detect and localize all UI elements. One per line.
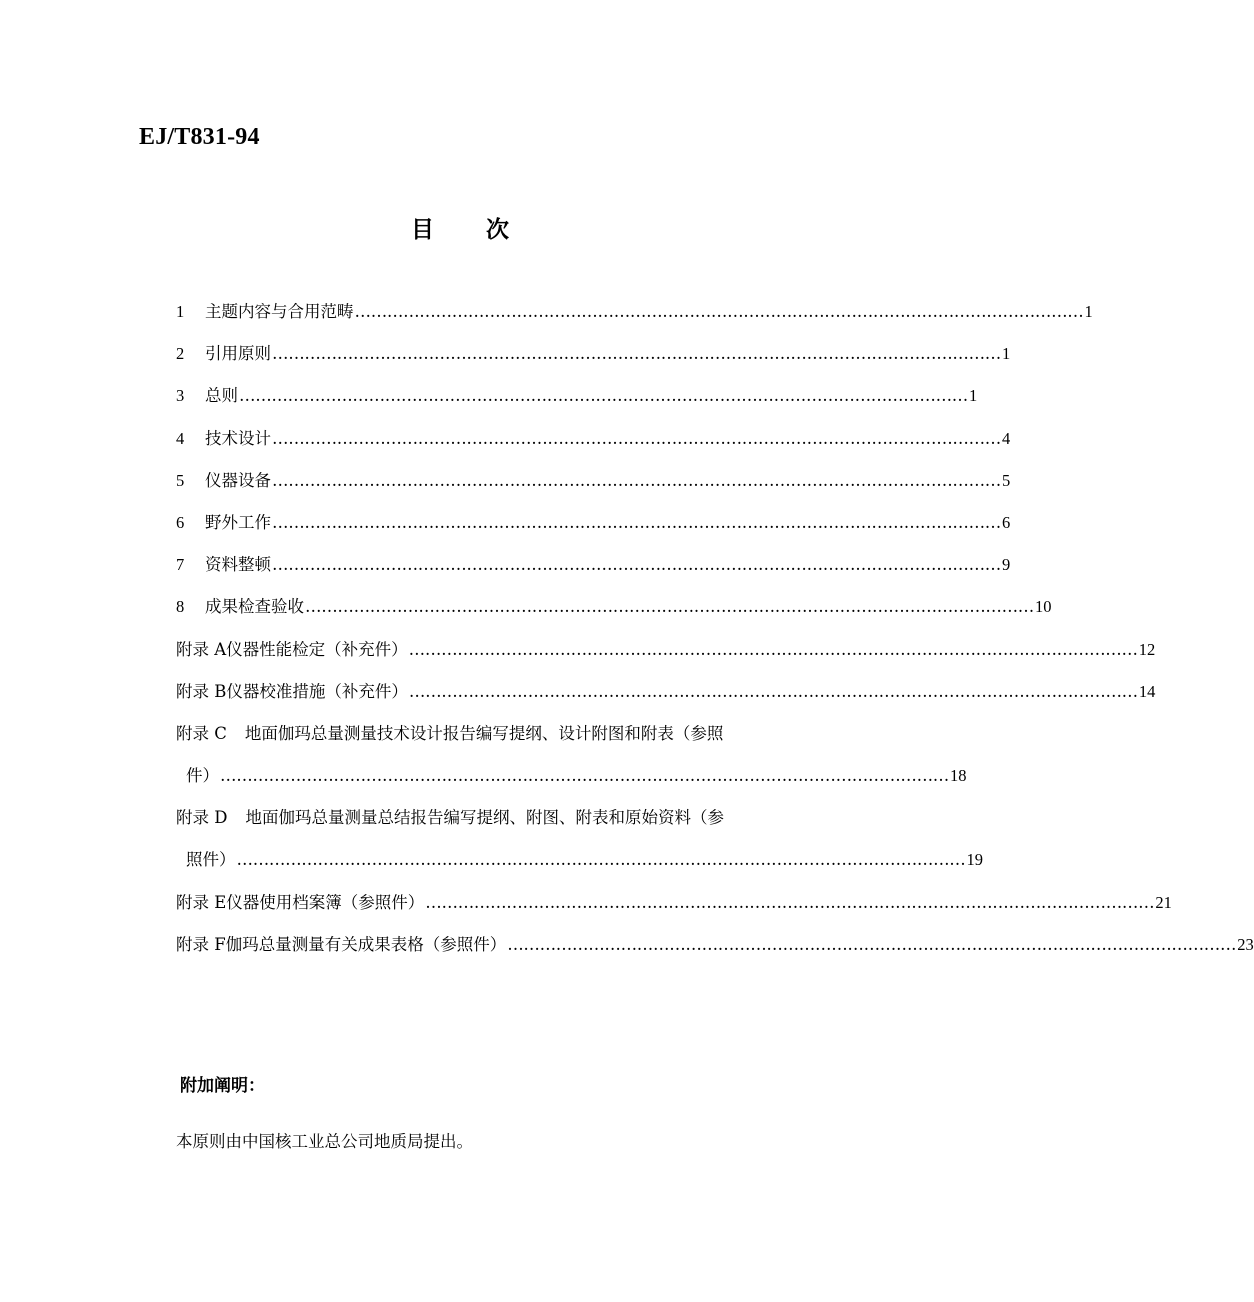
toc-appendix-e[interactable] [176, 889, 1172, 931]
toc-entry-3[interactable] [176, 382, 978, 424]
standard-code: EJ/T831-94 [139, 124, 260, 150]
appendix-label: 仪器性能检定（补充件） [226, 639, 408, 659]
appendix-tag: 附录 A [176, 639, 227, 659]
appendix-tag: 附录 D [176, 808, 228, 828]
appendix-label: 地面伽玛总量测量技术设计报告编写提纲、设计附图和附表（参照 [244, 723, 724, 743]
toc-entry-number: 3 [176, 386, 185, 406]
toc-leader-dots: ……………………………………………………………………………………………………………………… [408, 681, 1138, 701]
toc-entry-page: 18 [950, 766, 967, 786]
toc-entry-4[interactable] [176, 425, 1011, 467]
appendix-label-continued: 件） [186, 766, 219, 786]
toc-entry-label: 野外工作 [205, 512, 271, 532]
toc-entry-number: 1 [176, 302, 185, 321]
toc-leader-dots: ……………………………………………………………………………………………………………………… [272, 512, 1002, 532]
table-of-contents [176, 298, 1254, 973]
toc-entry-page: 1 [1002, 344, 1011, 364]
toc-entry-number: 7 [176, 555, 185, 575]
toc-entry-8[interactable] [176, 593, 1052, 635]
appendix-label-continued: 照件） [186, 850, 236, 870]
toc-entry-page: 23 [1237, 934, 1254, 954]
toc-entry-1[interactable] [176, 298, 1093, 340]
toc-entry-number: 5 [176, 470, 185, 490]
toc-entry-page: 12 [1138, 639, 1156, 659]
appendix-tag: 附录 F [176, 934, 226, 954]
toc-entry-label: 引用原则 [205, 344, 271, 364]
note-heading: 附加阐明： [180, 1076, 265, 1096]
toc-appendix-d[interactable] [176, 804, 984, 888]
toc-entry-5[interactable] [176, 467, 1011, 509]
appendix-tag: 附录 C [176, 723, 227, 743]
toc-leader-dots: ……………………………………………………………………………………………………………………… [507, 934, 1237, 954]
toc-entry-number: 6 [176, 512, 185, 532]
toc-entry-page: 10 [1035, 597, 1052, 617]
toc-leader-dots: ……………………………………………………………………………………………………………………… [272, 344, 1002, 364]
toc-leader-dots: ……………………………………………………………………………………………………………………… [272, 428, 1002, 448]
toc-title: 目次 [411, 217, 561, 243]
toc-entry-number: 2 [176, 344, 185, 364]
toc-leader-dots: ……………………………………………………………………………………………………………………… [272, 555, 1002, 575]
toc-appendix-a[interactable] [176, 636, 1156, 678]
toc-entry-number: 4 [176, 428, 185, 448]
toc-leader-dots: ……………………………………………………………………………………………………………………… [354, 302, 1084, 321]
toc-entry-page: 1 [969, 386, 978, 406]
toc-appendix-f[interactable] [176, 931, 1254, 973]
appendix-tag: 附录 E [176, 892, 227, 912]
note-text: 本原则由中国核工业总公司地质局提出。 [176, 1132, 473, 1151]
toc-entry-number: 8 [176, 597, 185, 617]
appendix-label: 伽玛总量测量有关成果表格（参照件） [225, 934, 507, 954]
toc-leader-dots: ……………………………………………………………………………………………………………………… [408, 639, 1138, 659]
appendix-label: 仪器校准措施（补充件） [226, 681, 408, 701]
toc-entry-page: 1 [1084, 302, 1093, 321]
toc-leader-dots: ……………………………………………………………………………………………………………………… [272, 470, 1002, 490]
toc-entry-label: 仪器设备 [205, 470, 271, 490]
toc-leader-dots: ……………………………………………………………………………………………………………………… [239, 386, 969, 406]
toc-entry-label: 主题内容与合用范畴 [205, 302, 354, 321]
appendix-tag: 附录 B [176, 681, 227, 701]
appendix-label: 仪器使用档案簿（参照件） [226, 892, 425, 912]
toc-entry-page: 14 [1138, 681, 1156, 701]
toc-entry-label: 技术设计 [205, 428, 271, 448]
toc-leader-dots: ……………………………………………………………………………………………………………………… [305, 597, 1035, 617]
toc-entry-page: 5 [1002, 470, 1011, 490]
toc-leader-dots: ……………………………………………………………………………………………………………………… [220, 766, 950, 786]
toc-leader-dots: ……………………………………………………………………………………………………………………… [236, 850, 966, 870]
toc-appendix-b[interactable] [176, 678, 1156, 720]
toc-entry-label: 资料整顿 [205, 555, 271, 575]
toc-entry-page: 4 [1002, 428, 1011, 448]
toc-entry-label: 总则 [205, 386, 238, 406]
toc-entry-2[interactable] [176, 340, 1011, 382]
appendix-label: 地面伽玛总量测量总结报告编写提纲、附图、附表和原始资料（参 [245, 808, 724, 828]
toc-entry-page: 9 [1002, 555, 1011, 575]
toc-entry-label: 成果检查验收 [205, 597, 304, 617]
toc-appendix-c[interactable] [176, 720, 967, 804]
toc-entry-page: 19 [966, 850, 984, 870]
toc-leader-dots: ……………………………………………………………………………………………………………………… [425, 892, 1155, 912]
toc-entry-6[interactable] [176, 509, 1011, 551]
toc-entry-7[interactable] [176, 551, 1011, 593]
toc-entry-page: 6 [1002, 512, 1011, 532]
toc-entry-page: 21 [1155, 892, 1172, 912]
